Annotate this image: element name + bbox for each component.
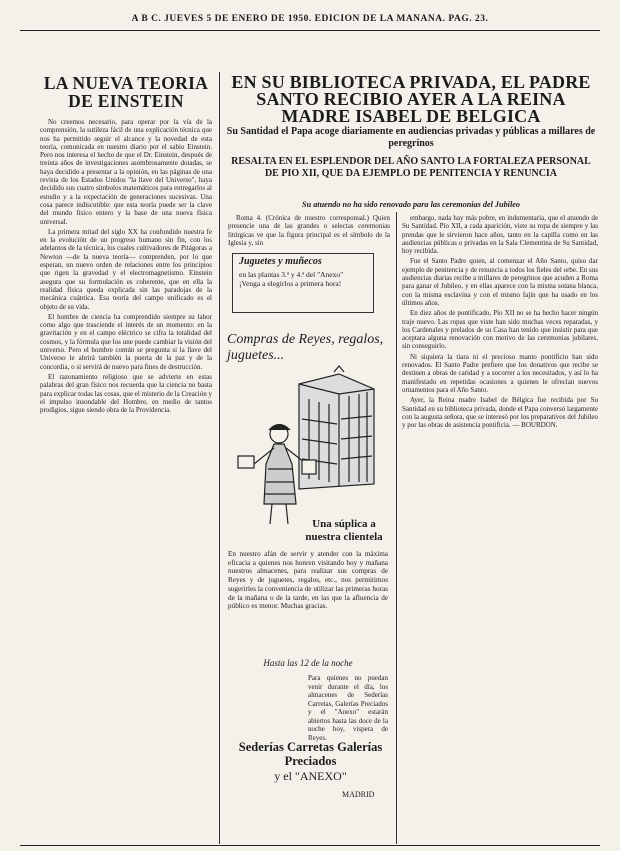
header-rule	[20, 30, 600, 31]
toys-notice-text: en las plantas 3.ª y 4.ª del "Anexo"	[239, 270, 344, 279]
einstein-paragraph: El hombre de ciencia ha comprendido siempre su labor como algo que trasciende el interés de un momento: en la gravitación y en el campo eléctrico se cifra la totalidad del cosmos, y la fórmula que los une puede cambiar la visión del universo. Pero el hombre común se pregunta si la llave del Universo le abrirá también la puerta de la paz y de la concordia, o si servirá de nuevo para fines de destrucción.	[40, 312, 212, 371]
toys-notice-cta: ¡Venga a elegirlos a primera hora!	[239, 279, 342, 288]
ad-body: En nuestro afán de servir y atender con la máxima eficacia a quienes nos honren visitando hoy y mañana nuestros almacenes, para realizar sus compras de Reyes y de juguetes, regalos, etc., nos permitimos sugerirles la conveniencia de utilizar las primeras horas de la mañana o de la tarde, en las que la afluencia de público es menor. Muchas gracias.	[228, 550, 388, 611]
einstein-paragraph: El razonamiento religioso que se advierte en estas palabras del gran físico nos recuerda que la ciencia no basta para explicar todas las cosas, que el misterio de la Creación y el impulso insondable del Hombre, en medio de tantos prodigios, sigue siendo obra de la Providencia.	[40, 372, 212, 415]
main-deck: Su atuendo no ha sido renovado para las ceremonias del Jubileo	[302, 200, 520, 209]
main-paragraph: Ni siquiera la tiara ni el precioso manto pontificio han sido renovados. El Santo Padre prefiere que los donativos que recibe se destinen a obras de caridad y a socorrer a los necesitados, y así lo ha manifestado en repetidas ocasiones a quienes le ofrecían nuevos ornamentos para el Año Santo.	[402, 352, 598, 394]
einstein-paragraph: La primera mitad del siglo XX ha confundido nuestra fe en la evolución de un progreso humano sin fin, con los adelantos de la técnica, los cuales cultivadores de Pitágoras a Newton —de la nueva teoría— comprenden, por lo que esperan, un nuevo orden de relaciones entre los principios que rigen la gravedad y el electromagnetismo. Einstein asegura que su formulación es coherente, que en ella la realidad física queda explicada sin las paradojas de la mecánica cuántica. Esa teoría del campo unificado es el objeto de su vida.	[40, 227, 212, 311]
shopping-woman-illustration	[224, 364, 394, 534]
main-article-column-2	[402, 214, 598, 842]
ad-hours-heading: Hasta las 12 de la noche	[263, 658, 353, 668]
einstein-article-title: LA NUEVA TEORIA DE EINSTEIN	[43, 73, 209, 111]
ad-city: MADRID	[342, 790, 375, 799]
bottom-rule	[20, 845, 600, 846]
main-subhead-secondary: RESALTA EN EL ESPLENDOR DEL AÑO SANTO LA FORTALEZA PERSONAL DE PIO XII, QUE DA EJEMPLO DE PENITENCIA Y RENUNCIA	[231, 156, 591, 179]
column-divider	[396, 212, 397, 844]
einstein-article-body	[40, 118, 212, 844]
main-paragraph: Roma 4. (Crónica de nuestro corresponsal.) Quien presencie una de las grandes o selectas ceremonias litúrgicas ve que la figura principal es el símbolo de la Iglesia y, sin	[228, 214, 390, 247]
ad-script-title: Compras de Reyes, regalos, juguetes...	[227, 332, 384, 363]
column-divider	[219, 72, 220, 844]
einstein-paragraph: No creemos necesario, para operar por la vía de la comprensión, la sutileza fácil de una explicación técnica que nos ha permitido seguir el alcance y la novedad de esta teoría, comunicada en nuestro diario por el sabio Einstein. Pero nos interesa el hecho de que el Dr. Einstein, después de treinta años de investigaciones asombrosamente dotadas, se haya decidido a presentar a la opinión, en las páginas de una revista de los Estados Unidos "la llave del Universo", haya decidido sus cuatro símbolos matemáticos para entregarlos al estudio y a la expectación de generaciones sucesivas. Una cosa parece indiscutible: que esta teoría puede ser la clave del mundo físico entero y la base de una nueva física universal.	[40, 118, 212, 226]
ad-brand-names: Sederías Carretas Galerías Preciados	[238, 740, 383, 768]
main-subhead: Su Santidad el Papa acoge diariamente en audiencias privadas y públicas a millares de peregrinos	[226, 126, 596, 149]
ad-hours-body: Para quienes no puedan venir durante el día, los almacenes de Sederías Carretas, Galerías Preciados y el "Anexo" estarán abiertos hasta las doce de la noche hoy, víspera de Reyes.	[308, 674, 388, 742]
main-paragraph: En diez años de pontificado, Pío XII no se ha hecho hacer ningún traje nuevo. Las ropas que viste han sido muchas veces reparadas, y los Cardenales y prelados de su Casa han tenido que insistir para que aceptara alguna renovación con motivo de las ceremonias jubilares, sin conseguirlo.	[402, 309, 598, 351]
main-article-column-1	[228, 214, 390, 250]
main-paragraph: embargo, nada hay más pobre, en indumentaria, que el atuendo de Su Santidad. Pío XII, a cada aparición, viste su ropa de siempre y las prendas que le sirvieron hace años, tanto en la capilla como en las audiencias públicas o privadas en la Sala Clementina de Su Santidad, hoy recibida.	[402, 214, 598, 256]
toys-notice-box	[232, 253, 374, 313]
advertisement	[222, 322, 394, 842]
ad-brand-anexo: y el "ANEXO"	[274, 769, 347, 783]
main-paragraph: Ayer, la Reina madre Isabel de Bélgica fue recibida por Su Santidad en su biblioteca privada, donde el Papa conversó largamente con la augusta señora, que se interesó por los preparativos del Jubileo y por las obras de asistencia pontificia. — BOURDON.	[402, 396, 598, 430]
toys-notice-title: Juguetes y muñecos	[239, 256, 322, 267]
ad-plea: Una súplica a nuestra clientela	[305, 518, 383, 543]
main-paragraph: Fue el Santo Padre quien, al comenzar el Año Santo, quiso dar ejemplo de penitencia y de renuncia a todos los fieles del orbe. En sus audiencias diarias recibe a millares de peregrinos que acuden a Roma para ganar el Jubileo, y en ellas aparece con la misma sotana blanca, con la misma esclavina y con el mismo fajín que ha usado en los últimos años.	[402, 257, 598, 307]
main-headline: EN SU BIBLIOTECA PRIVADA, EL PADRE SANTO RECIBIO AYER A LA REINA MADRE ISABEL DE BELGICA	[231, 72, 591, 126]
page-header: A B C. JUEVES 5 DE ENERO DE 1950. EDICION DE LA MAÑANA. PAG. 23.	[131, 14, 489, 24]
